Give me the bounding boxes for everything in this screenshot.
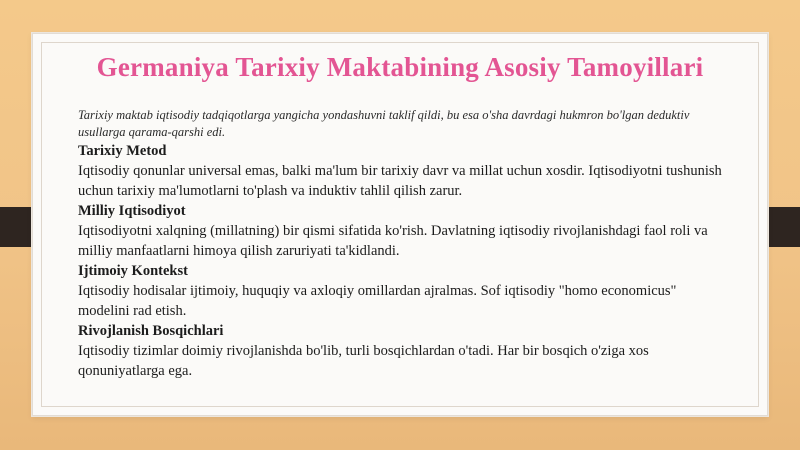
section-heading-development-stages: Rivojlanish Bosqichlari — [78, 323, 224, 339]
slide-title: Germaniya Tarixiy Maktabining Asosiy Tamoyillari — [96, 52, 704, 82]
section-heading-historical-method: Tarixiy Metod — [78, 143, 167, 159]
section-heading-national-economy: Milliy Iqtisodiyot — [78, 203, 186, 219]
section-body-social-context: Iqtisodiy hodisalar ijtimoiy, huquqiy va axloqiy omillardan ajralmas. Sof iqtisodiy "homo economicus" modelini rad etish. — [78, 283, 677, 319]
section-body-national-economy: Iqtisodiyotni xalqning (millatning) bir qismi sifatida ko'rish. Davlatning iqtisodiy rivojlanishdagi faol roli va milliy manfaatlarni himoya qilish zaruriyati ta'kidlandi. — [78, 223, 708, 259]
slide-content — [78, 107, 728, 382]
section-heading-social-context: Ijtimoiy Kontekst — [78, 263, 188, 279]
intro-text: Tarixiy maktab iqtisodiy tadqiqotlarga yangicha yondashuvni taklif qildi, bu esa o'sha davrdagi hukmron bo'lgan deduktiv usullarga qarama-qarshi edi. — [78, 108, 690, 139]
section-body-development-stages: Iqtisodiy tizimlar doimiy rivojlanishda bo'lib, turli bosqichlardan o'tadi. Har bir bosqich o'ziga xos qonuniyatlarga ega. — [78, 343, 649, 379]
section-body-historical-method: Iqtisodiy qonunlar universal emas, balki ma'lum bir tarixiy davr va millat uchun xosdir. Iqtisodiyotni tushunish uchun tarixiy ma'lumotlarni to'plash va induktiv tahlil qilish zarur. — [78, 163, 722, 199]
